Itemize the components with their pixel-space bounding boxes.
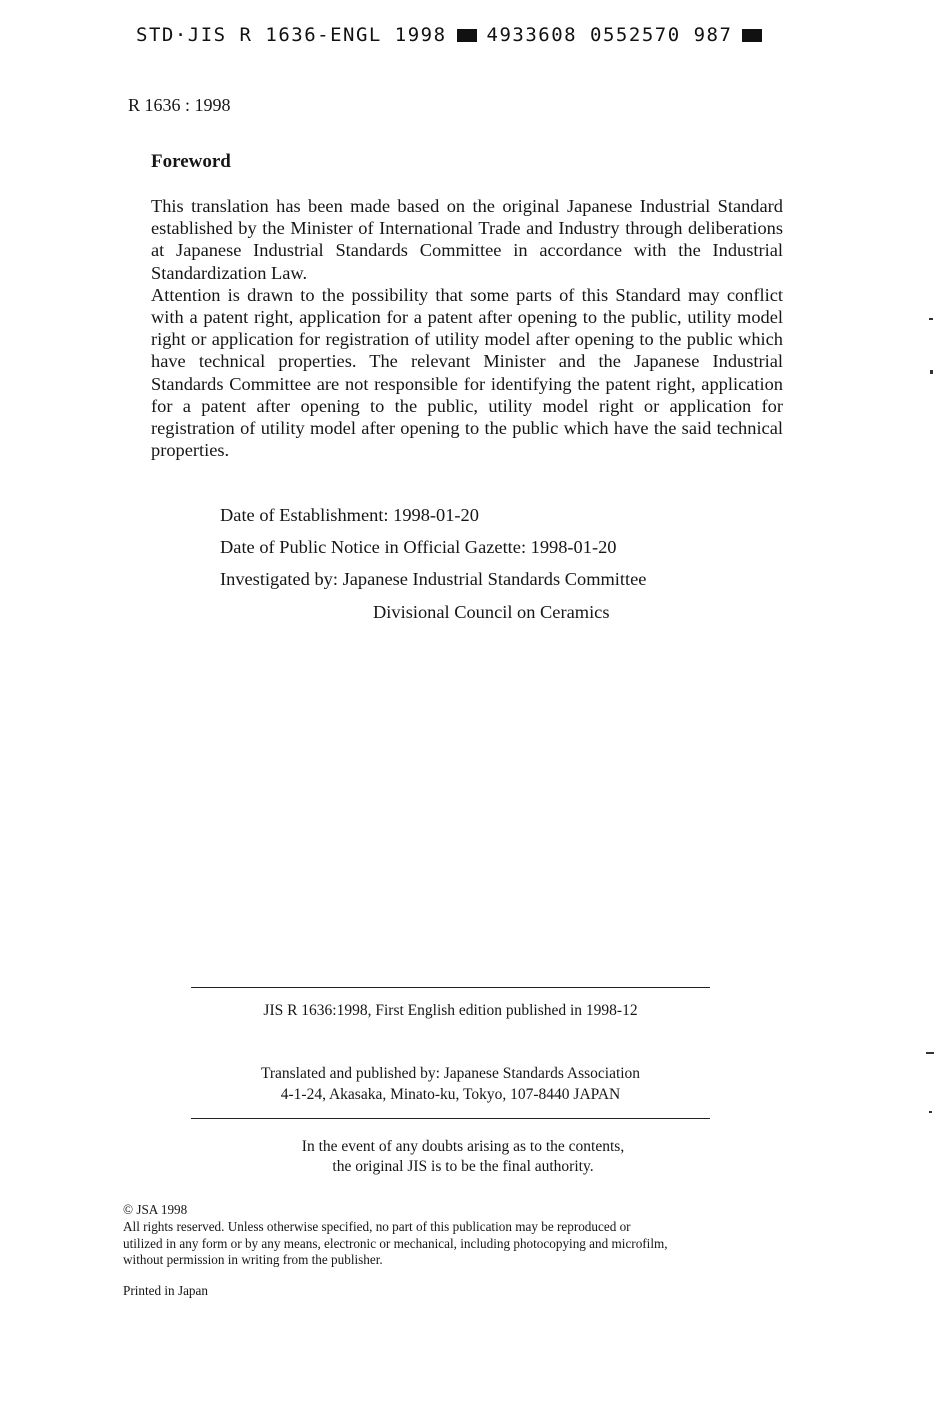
rights-reserved-line: utilized in any form or by any means, electronic or mechanical, including photocopying and microfilm,	[123, 1236, 668, 1251]
stamp-standard-code: STD·JIS R 1636-ENGL 1998	[136, 24, 447, 46]
divider-top	[191, 987, 710, 988]
scan-speck	[929, 318, 933, 320]
stamp-block-mark	[457, 29, 477, 42]
publisher-address: 4-1-24, Akasaka, Minato-ku, Tokyo, 107-8440 JAPAN	[280, 1086, 621, 1103]
doubts-notice-line1: In the event of any doubts arising as to the contents,	[301, 1138, 625, 1155]
rights-reserved-line: without permission in writing from the publisher.	[123, 1252, 383, 1267]
foreword-heading: Foreword	[151, 151, 231, 172]
document-stamp	[136, 24, 772, 46]
translated-by: Translated and published by: Japanese Standards Association	[260, 1065, 641, 1082]
stamp-block-mark	[742, 29, 762, 42]
investigated-by-council: Divisional Council on Ceramics	[373, 602, 610, 622]
divider-bottom	[191, 1118, 710, 1119]
document-number: R 1636 : 1998	[128, 95, 231, 115]
date-of-public-notice: Date of Public Notice in Official Gazette: 1998-01-20	[220, 537, 617, 557]
scan-speck	[930, 370, 933, 374]
scan-speck	[929, 1111, 932, 1113]
edition-info: JIS R 1636:1998, First English edition published in 1998-12	[263, 1002, 638, 1019]
copyright-mark: © JSA 1998	[123, 1202, 188, 1217]
stamp-serial-number: 4933608 0552570 987	[486, 24, 733, 46]
printed-in: Printed in Japan	[123, 1283, 208, 1298]
date-of-establishment: Date of Establishment: 1998-01-20	[220, 505, 479, 525]
investigated-by: Investigated by: Japanese Industrial Standards Committee	[220, 569, 647, 589]
foreword-paragraph: Attention is drawn to the possibility that some parts of this Standard may conflict with a patent right, application for a patent after opening to the public, utility model right or application for registration of utility model after opening to the public which have technical properties. The relevant Minister and the Japanese Industrial Standards Committee are not responsible for identifying the patent right, application for a patent after opening to the public, utility model right or application for registration of utility model after opening to the public which have the said technical properties.	[151, 284, 783, 461]
foreword-body	[151, 195, 783, 461]
rights-reserved-line: All rights reserved. Unless otherwise specified, no part of this publication may be reproduced or	[123, 1219, 631, 1234]
foreword-paragraph: This translation has been made based on the original Japanese Industrial Standard established by the Minister of International Trade and Industry through deliberations at Japanese Industrial Standards Committee in accordance with the Industrial Standardization Law.	[151, 196, 783, 283]
scan-speck	[926, 1052, 934, 1054]
doubts-notice-line2: the original JIS is to be the final authority.	[332, 1158, 594, 1175]
